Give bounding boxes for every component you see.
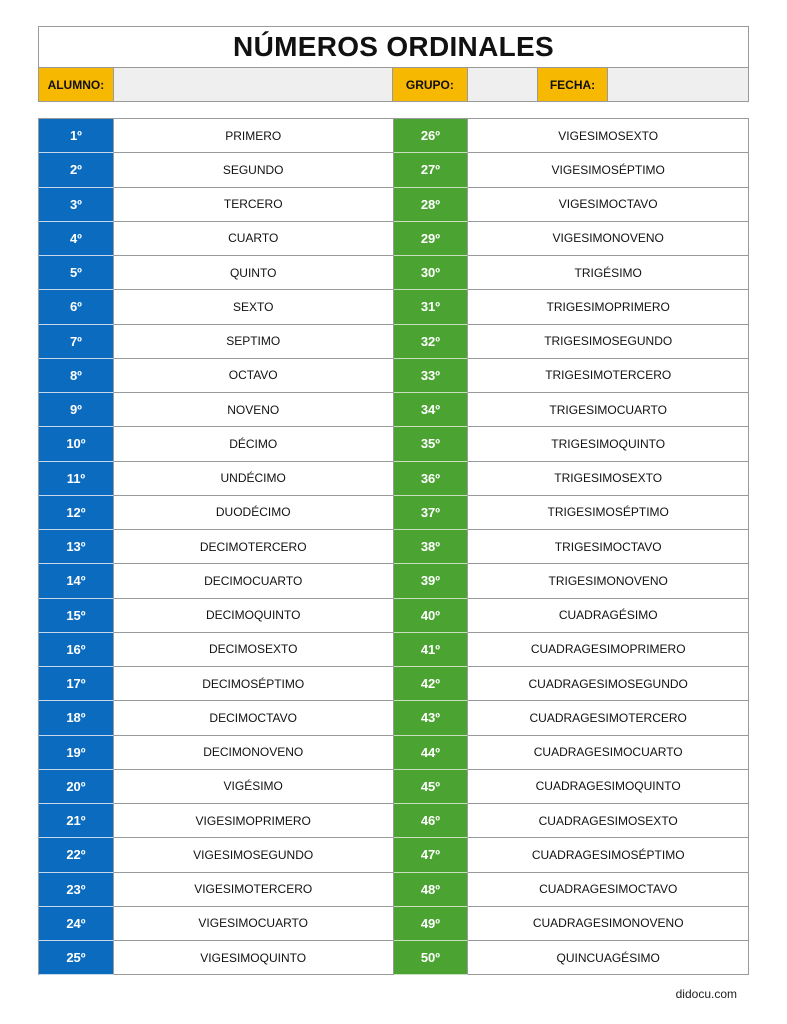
ordinal-word-right: CUADRAGESIMOQUINTO — [468, 770, 749, 804]
ordinal-number-right: 43º — [394, 701, 469, 735]
ordinal-number-right: 46º — [394, 804, 469, 838]
ordinal-number-right: 26º — [394, 119, 469, 153]
ordinal-word-left: SEGUNDO — [114, 153, 394, 187]
table-row — [39, 359, 749, 393]
table-row — [39, 290, 749, 324]
ordinal-number-right: 28º — [394, 188, 469, 222]
ordinal-number-left: 2º — [39, 153, 114, 187]
ordinal-word-right: TRIGÉSIMO — [468, 256, 749, 290]
ordinal-word-right: TRIGESIMOSEXTO — [468, 462, 749, 496]
ordinal-word-left: DECIMOQUINTO — [114, 599, 394, 633]
footer-site: didocu.com — [675, 987, 737, 1001]
ordinal-word-left: VIGÉSIMO — [114, 770, 394, 804]
table-row — [39, 153, 749, 187]
ordinal-number-left: 21º — [39, 804, 114, 838]
ordinal-word-left: VIGESIMOCUARTO — [114, 907, 394, 941]
page-title: NÚMEROS ORDINALES — [38, 26, 749, 68]
ordinal-number-right: 39º — [394, 564, 469, 598]
table-row — [39, 838, 749, 872]
ordinal-word-left: UNDÉCIMO — [114, 462, 394, 496]
ordinal-word-right: TRIGESIMOCUARTO — [468, 393, 749, 427]
ordinal-number-left: 1º — [39, 119, 114, 153]
ordinal-word-right: CUADRAGESIMOSEGUNDO — [468, 667, 749, 701]
ordinal-number-right: 40º — [394, 599, 469, 633]
ordinal-number-left: 9º — [39, 393, 114, 427]
ordinal-word-left: DECIMOCTAVO — [114, 701, 394, 735]
ordinal-number-left: 18º — [39, 701, 114, 735]
ordinal-number-right: 47º — [394, 838, 469, 872]
ordinal-word-left: DECIMOSÉPTIMO — [114, 667, 394, 701]
ordinal-number-left: 17º — [39, 667, 114, 701]
ordinal-number-right: 32º — [394, 325, 469, 359]
ordinal-number-right: 29º — [394, 222, 469, 256]
ordinal-number-right: 41º — [394, 633, 469, 667]
ordinal-word-left: DECIMOSEXTO — [114, 633, 394, 667]
table-row — [39, 599, 749, 633]
ordinal-number-left: 23º — [39, 873, 114, 907]
table-row — [39, 701, 749, 735]
table-row — [39, 564, 749, 598]
fecha-field[interactable] — [608, 68, 748, 101]
ordinal-word-right: CUADRAGESIMOSEXTO — [468, 804, 749, 838]
ordinal-word-right: CUADRAGESIMOCUARTO — [468, 736, 749, 770]
table-row — [39, 188, 749, 222]
ordinal-word-left: SEPTIMO — [114, 325, 394, 359]
ordinal-word-right: CUADRAGESIMONOVENO — [468, 907, 749, 941]
ordinal-word-left: VIGESIMOQUINTO — [114, 941, 394, 975]
ordinal-number-right: 30º — [394, 256, 469, 290]
ordinal-number-right: 36º — [394, 462, 469, 496]
ordinal-number-left: 8º — [39, 359, 114, 393]
ordinal-number-right: 27º — [394, 153, 469, 187]
ordinal-number-right: 37º — [394, 496, 469, 530]
table-row — [39, 427, 749, 461]
ordinal-number-right: 45º — [394, 770, 469, 804]
table-row — [39, 119, 749, 153]
ordinal-word-right: TRIGESIMOQUINTO — [468, 427, 749, 461]
ordinal-word-left: VIGESIMOTERCERO — [114, 873, 394, 907]
table-row — [39, 941, 749, 975]
ordinal-word-left: SEXTO — [114, 290, 394, 324]
ordinal-word-right: QUINCUAGÉSIMO — [468, 941, 749, 975]
ordinal-word-right: TRIGESIMONOVENO — [468, 564, 749, 598]
ordinal-word-right: CUADRAGESIMOCTAVO — [468, 873, 749, 907]
alumno-field[interactable] — [114, 68, 393, 101]
ordinal-number-left: 22º — [39, 838, 114, 872]
ordinal-number-right: 38º — [394, 530, 469, 564]
ordinal-number-left: 7º — [39, 325, 114, 359]
ordinals-table — [38, 118, 749, 975]
grupo-field[interactable] — [468, 68, 538, 101]
ordinal-number-left: 5º — [39, 256, 114, 290]
table-row — [39, 393, 749, 427]
table-row — [39, 907, 749, 941]
worksheet — [38, 26, 749, 975]
ordinal-number-left: 6º — [39, 290, 114, 324]
table-row — [39, 770, 749, 804]
table-row — [39, 462, 749, 496]
table-row — [39, 633, 749, 667]
table-row — [39, 222, 749, 256]
table-row — [39, 804, 749, 838]
ordinal-word-right: VIGESIMOCTAVO — [468, 188, 749, 222]
ordinal-number-left: 11º — [39, 462, 114, 496]
ordinal-number-left: 20º — [39, 770, 114, 804]
ordinal-word-left: PRIMERO — [114, 119, 394, 153]
ordinal-number-right: 42º — [394, 667, 469, 701]
fecha-label: FECHA: — [538, 68, 609, 101]
ordinal-word-left: CUARTO — [114, 222, 394, 256]
table-row — [39, 667, 749, 701]
ordinal-word-left: DECIMOTERCERO — [114, 530, 394, 564]
ordinal-word-right: TRIGESIMOPRIMERO — [468, 290, 749, 324]
ordinal-word-right: TRIGESIMOSEGUNDO — [468, 325, 749, 359]
ordinal-number-left: 25º — [39, 941, 114, 975]
ordinal-word-right: CUADRAGÉSIMO — [468, 599, 749, 633]
ordinal-word-right: VIGESIMOSEXTO — [468, 119, 749, 153]
table-row — [39, 736, 749, 770]
ordinal-number-right: 49º — [394, 907, 469, 941]
ordinal-word-left: DECIMONOVENO — [114, 736, 394, 770]
ordinal-word-left: TERCERO — [114, 188, 394, 222]
ordinal-number-right: 44º — [394, 736, 469, 770]
ordinal-number-right: 34º — [394, 393, 469, 427]
ordinal-number-right: 31º — [394, 290, 469, 324]
table-row — [39, 325, 749, 359]
ordinal-number-left: 16º — [39, 633, 114, 667]
ordinal-number-left: 4º — [39, 222, 114, 256]
ordinal-word-left: VIGESIMOPRIMERO — [114, 804, 394, 838]
ordinal-word-right: TRIGESIMOTERCERO — [468, 359, 749, 393]
table-row — [39, 530, 749, 564]
ordinal-word-right: TRIGESIMOCTAVO — [468, 530, 749, 564]
ordinal-number-left: 13º — [39, 530, 114, 564]
student-info-row — [38, 68, 749, 102]
ordinal-word-left: DUODÉCIMO — [114, 496, 394, 530]
ordinal-word-right: CUADRAGESIMOSÉPTIMO — [468, 838, 749, 872]
ordinal-word-left: DECIMOCUARTO — [114, 564, 394, 598]
ordinal-word-right: VIGESIMOSÉPTIMO — [468, 153, 749, 187]
ordinal-number-left: 12º — [39, 496, 114, 530]
alumno-label: ALUMNO: — [39, 68, 114, 101]
grupo-label: GRUPO: — [393, 68, 468, 101]
ordinal-number-left: 10º — [39, 427, 114, 461]
ordinal-number-left: 14º — [39, 564, 114, 598]
ordinal-number-left: 3º — [39, 188, 114, 222]
ordinal-number-right: 35º — [394, 427, 469, 461]
ordinal-number-left: 24º — [39, 907, 114, 941]
ordinal-number-left: 19º — [39, 736, 114, 770]
ordinal-number-right: 48º — [394, 873, 469, 907]
table-row — [39, 873, 749, 907]
ordinal-word-left: NOVENO — [114, 393, 394, 427]
ordinal-word-left: VIGESIMOSEGUNDO — [114, 838, 394, 872]
ordinal-word-left: OCTAVO — [114, 359, 394, 393]
ordinal-word-left: QUINTO — [114, 256, 394, 290]
ordinal-word-left: DÉCIMO — [114, 427, 394, 461]
ordinal-word-right: CUADRAGESIMOTERCERO — [468, 701, 749, 735]
ordinal-word-right: VIGESIMONOVENO — [468, 222, 749, 256]
ordinal-number-right: 50º — [394, 941, 469, 975]
ordinal-word-right: TRIGESIMOSÉPTIMO — [468, 496, 749, 530]
ordinal-word-right: CUADRAGESIMOPRIMERO — [468, 633, 749, 667]
table-row — [39, 496, 749, 530]
table-row — [39, 256, 749, 290]
ordinal-number-right: 33º — [394, 359, 469, 393]
ordinal-number-left: 15º — [39, 599, 114, 633]
